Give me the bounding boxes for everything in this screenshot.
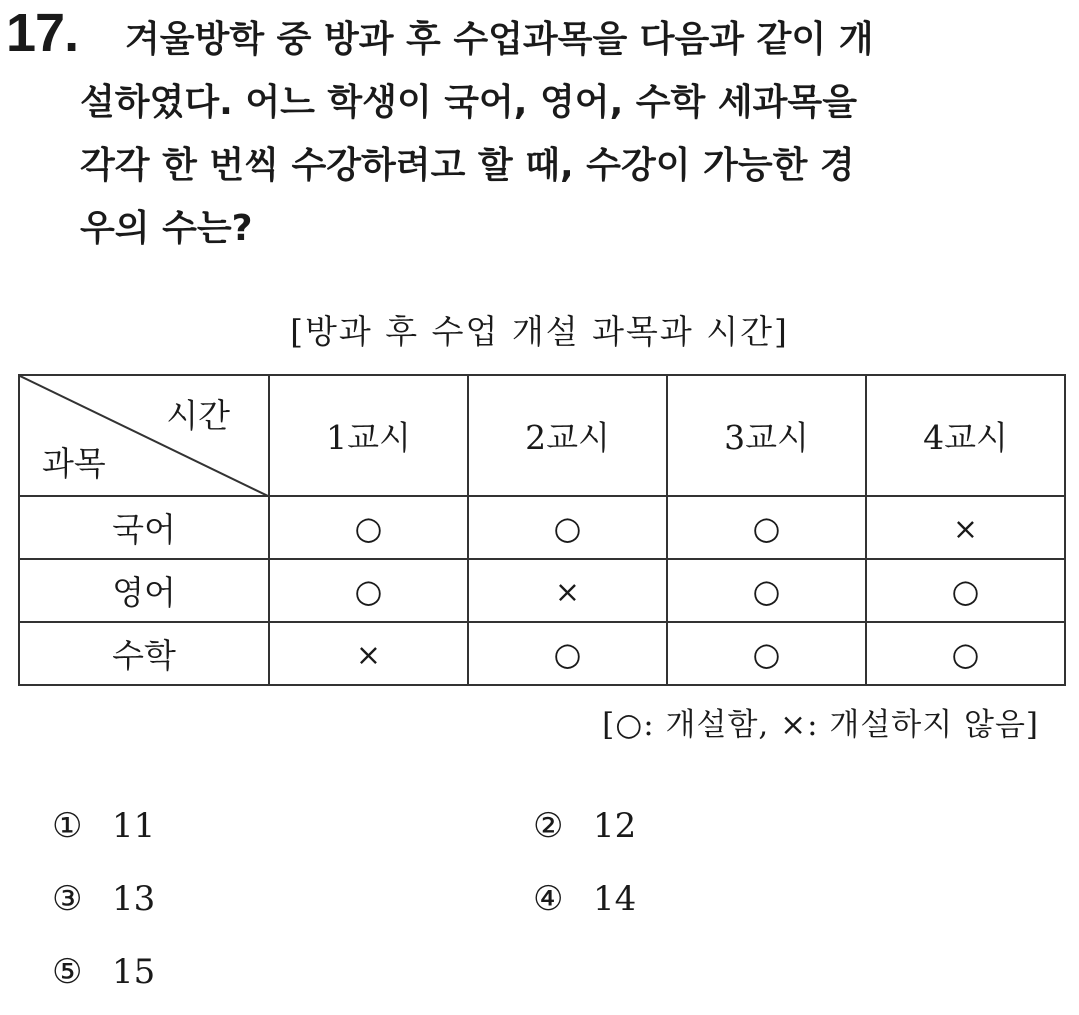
- schedule-table: [18, 374, 1066, 686]
- availability-mark: ○: [553, 509, 582, 547]
- subject-label: 국어: [19, 496, 269, 559]
- table-row: [19, 496, 1065, 559]
- column-header: 1교시: [269, 375, 468, 496]
- table-header-row: [19, 375, 1065, 496]
- schedule-cell: [667, 622, 866, 685]
- table-caption: [방과 후 수업 개설 과목과 시간]: [290, 312, 789, 351]
- corner-cell: [19, 375, 269, 496]
- subject-label: 수학: [19, 622, 269, 685]
- availability-mark: ×: [554, 575, 581, 610]
- availability-mark: ○: [553, 635, 582, 673]
- schedule-cell: [866, 622, 1065, 685]
- question-stem: [80, 8, 1070, 260]
- column-header: 4교시: [866, 375, 1065, 496]
- choice-number: ④: [533, 879, 564, 919]
- choice-5[interactable]: [52, 952, 155, 992]
- column-header: 3교시: [667, 375, 866, 496]
- availability-mark: ○: [752, 635, 781, 673]
- availability-mark: ×: [952, 512, 979, 547]
- availability-mark: ×: [355, 638, 382, 673]
- availability-mark: ○: [354, 509, 383, 547]
- choice-number: ③: [52, 879, 83, 919]
- choice-2[interactable]: [533, 806, 636, 846]
- choice-4[interactable]: [533, 879, 636, 919]
- choice-1[interactable]: [52, 806, 155, 846]
- corner-subject-label: 과목: [42, 444, 106, 483]
- schedule-cell: [269, 622, 468, 685]
- schedule-cell: [468, 559, 667, 622]
- availability-mark: ○: [752, 572, 781, 610]
- choice-number: ②: [533, 806, 564, 846]
- availability-mark: ○: [752, 509, 781, 547]
- schedule-cell: [269, 559, 468, 622]
- choice-3[interactable]: [52, 879, 155, 919]
- table-row: [19, 559, 1065, 622]
- choice-value: 13: [112, 879, 156, 919]
- stem-line: 우의 수는?: [80, 208, 253, 249]
- availability-mark: ○: [354, 572, 383, 610]
- stem-line: 설하였다. 어느 학생이 국어, 영어, 수학 세과목을: [80, 82, 857, 123]
- availability-mark: ○: [951, 635, 980, 673]
- table-legend: [○: 개설함, ×: 개설하지 않음]: [602, 707, 1039, 743]
- question-number: 17.: [6, 3, 79, 63]
- choice-value: 11: [112, 806, 156, 846]
- schedule-cell: [667, 496, 866, 559]
- schedule-cell: [866, 559, 1065, 622]
- table-row: [19, 622, 1065, 685]
- schedule-cell: [269, 496, 468, 559]
- column-header: 2교시: [468, 375, 667, 496]
- schedule-cell: [866, 496, 1065, 559]
- subject-label: 영어: [19, 559, 269, 622]
- choice-number: ①: [52, 806, 83, 846]
- stem-line: 겨울방학 중 방과 후 수업과목을 다음과 같이 개: [125, 19, 874, 60]
- choice-value: 15: [112, 952, 156, 992]
- choice-number: ⑤: [52, 952, 83, 992]
- schedule-cell: [667, 559, 866, 622]
- schedule-cell: [468, 622, 667, 685]
- choice-value: 14: [593, 879, 637, 919]
- stem-line: 각각 한 번씩 수강하려고 할 때, 수강이 가능한 경: [80, 145, 855, 186]
- choice-value: 12: [593, 806, 637, 846]
- schedule-cell: [468, 496, 667, 559]
- corner-time-label: 시간: [166, 396, 230, 435]
- availability-mark: ○: [951, 572, 980, 610]
